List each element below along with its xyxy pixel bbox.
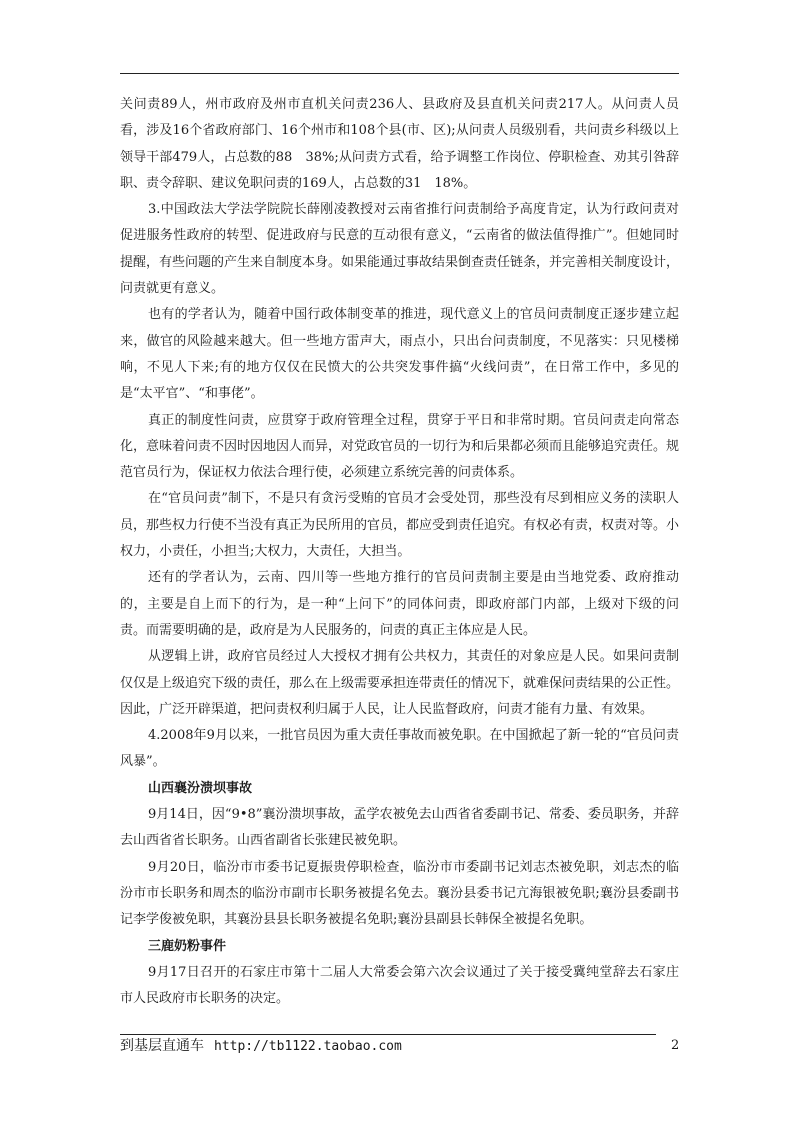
footer-label: 到基层直通车: [120, 1038, 204, 1054]
footer: [120, 1037, 402, 1056]
paragraph: 关问责89人，州市政府及州市直机关问责236人、县政府及县直机关问责217人。从问责人员看，涉及16个省政府部门、16个州市和108个县(市、区);从问责人员级别看，共问责乡科级以上领导干部479人，占总数的88 38%;从问责方式看，给予调整工作岗位、停职检查、劝其引咎辞职、责令辞职、建议免职问责的169人，占总数的31 18%。: [120, 97, 679, 191]
paragraph: 在“官员问责”制下，不是只有贪污受贿的官员才会受处罚，那些没有尽到相应义务的渎职人员，那些权力行使不当没有真正为民所用的官员，都应受到责任追究。有权必有责，权责对等。小权力，小责任，小担当;大权力，大责任，大担当。: [120, 491, 680, 560]
footer-url[interactable]: http://tb1122.taobao.com: [214, 1039, 402, 1054]
section-heading: 山西襄汾溃坝事故: [148, 780, 253, 796]
paragraph: 也有的学者认为，随着中国行政体制变革的推进，现代意义上的官员问责制度正逐步建立起来，做官的风险越来越大。但一些地方雷声大，雨点小，只出台问责制度，不见落实：只见楼梯响，不见人下来;有的地方仅仅在民愤大的公共突发事件搞“火线问责”，在日常工作中，多见的是“太平官”、“和事佬”。: [120, 307, 679, 402]
header-rule: [120, 73, 679, 74]
paragraph: 还有的学者认为，云南、四川等一些地方推行的官员问责制主要是由当地党委、政府推动的，主要是自上而下的行为，是一种“上问下”的同体问责，即政府部门内部，上级对下级的问责。而需要明确的是，政府是为人民服务的，问责的真正主体应是人民。: [120, 570, 679, 638]
section-heading: 三鹿奶粉事件: [148, 938, 227, 954]
paragraph: 9月14日，因“9•8”襄汾溃坝事故，孟学农被免去山西省省委副书记、常委、委员职务，并辞去山西省省长职务。山西省副省长张建民被免职。: [120, 807, 679, 849]
footer-rule: [120, 1034, 656, 1035]
paragraph: 真正的制度性问责，应贯穿于政府管理全过程，贯穿于平日和非常时期。官员问责走向常态化，意味着问责不因时因地因人而异，对党政官员的一切行为和后果都必须而且能够追究责任。规范官员行为，保证权力依法合理行使，必须建立系统完善的问责体系。: [120, 412, 680, 481]
paragraph: 9月20日，临汾市市委书记夏振贵停职检查，临汾市市委副书记刘志杰被免职，刘志杰的临汾市市长职务和周杰的临汾市副市长职务被提名免去。襄汾县委书记亢海银被免职;襄汾县委副书记李学俊被免职，其襄汾县县长职务被提名免职;襄汾县副县长韩保全被提名免职。: [120, 859, 679, 928]
paragraph: 从逻辑上讲，政府官员经过人大授权才拥有公共权力，其责任的对象应是人民。如果问责制仅仅是上级追究下级的责任，那么在上级需要承担连带责任的情况下，就难保问责结果的公正性。因此，广泛开辟渠道，把问责权利归属于人民，让人民监督政府，问责才能有力量、有效果。: [120, 649, 680, 717]
document-body: [120, 92, 679, 1012]
paragraph: 3.中国政法大学法学院院长薛刚凌教授对云南省推行问责制给予高度肯定，认为行政问责对促进服务性政府的转型、促进政府与民意的互动很有意义，“云南省的做法值得推广”。但她同时提醒，有些问题的产生来自制度本身。如果能通过事故结果倒查责任链条，并完善相关制度设计，问责就更有意义。: [120, 202, 680, 297]
paragraph: 4.2008年9月以来，一批官员因为重大责任事故而被免职。在中国掀起了新一轮的“官员问责风暴”。: [120, 728, 679, 770]
page-number: 2: [671, 1038, 680, 1053]
paragraph: 9月17日召开的石家庄市第十二届人大常委会第六次会议通过了关于接受冀纯堂辞去石家庄市人民政府市长职务的决定。: [120, 964, 679, 1007]
